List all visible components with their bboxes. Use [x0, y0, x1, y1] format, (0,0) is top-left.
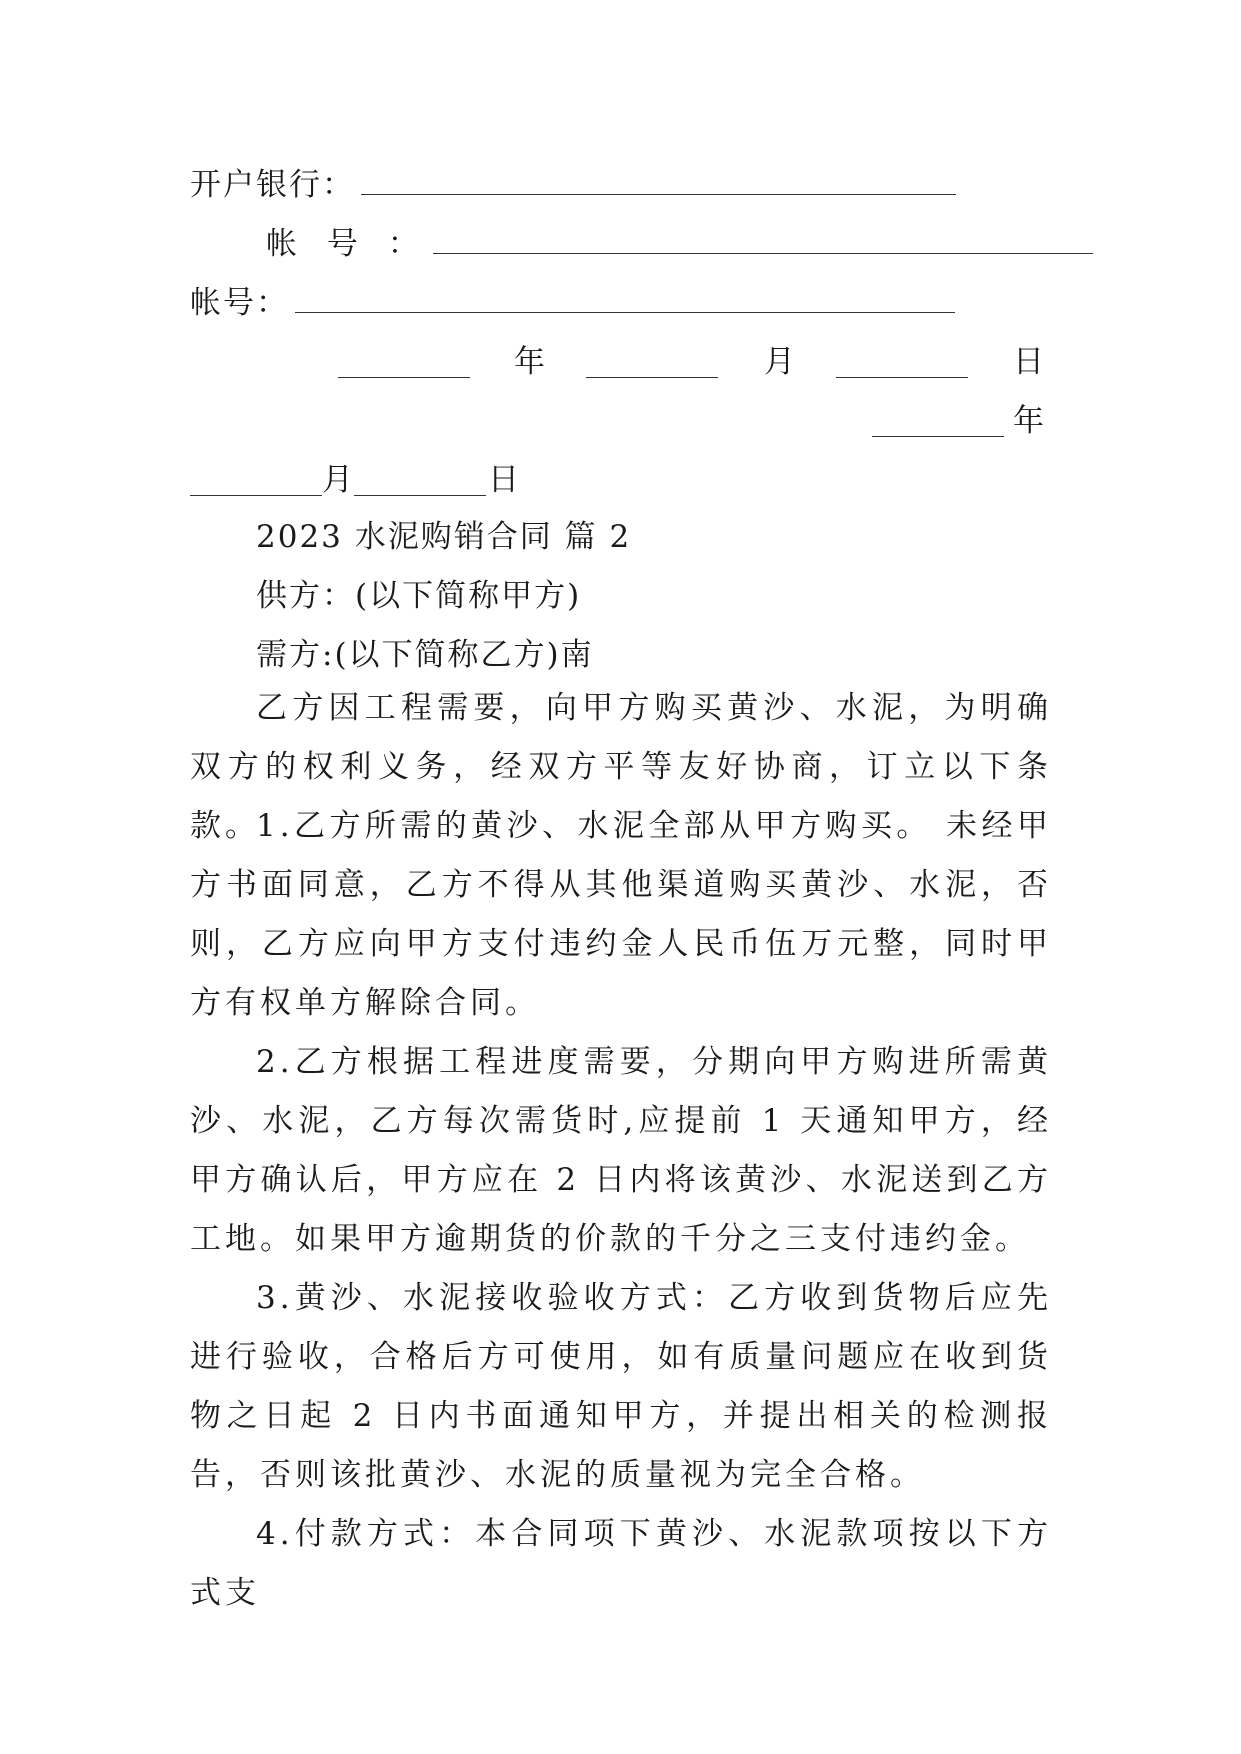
- buyer-line: 需方:(以下简称乙方)南: [256, 637, 594, 673]
- account-blank-spaced: [433, 229, 1093, 254]
- account-blank: [295, 288, 955, 313]
- opening-bank-blank: [361, 170, 956, 195]
- account-label: 帐号：: [190, 285, 289, 321]
- intro-paragraph: 乙方因工程需要，向甲方购买黄沙、水泥，为明确双方的权利义务，经双方平等友好协商，订立以下条款。: [190, 690, 1052, 844]
- clause-2-paragraph: 2.乙方根据工程进度需要，分期向甲方购进所需黄沙、水泥，乙方每次需货时,应提前 1 天通知甲方，经甲方确认后，甲方应在 2 日内将该黄沙、水泥送到乙方工地。如果甲方逾期货的价款的千分之三支付违约金。: [190, 1044, 1052, 1257]
- date-2-month-blank: [190, 471, 322, 496]
- date-2-month-label: 月: [322, 462, 353, 498]
- date-1-year-label: 年: [514, 344, 545, 380]
- account-row-spaced: [266, 224, 1093, 264]
- clause-3-paragraph: 3.黄沙、水泥接收验收方式：乙方收到货物后应先进行验收，合格后方可使用，如有质量问题应在收到货物之日起 2 日内书面通知甲方，并提出相关的检测报告，否则该批黄沙、水泥的质量视为完全合格。: [190, 1280, 1052, 1493]
- account-label-spaced: 帐 号 ：: [266, 226, 429, 262]
- date-2-year-blank: [872, 412, 1004, 437]
- clause-4-paragraph: 4.付款方式：本合同项下黄沙、水泥款项按以下方式支: [190, 1516, 1052, 1611]
- contract-heading: 2023 水泥购销合同 篇 2: [256, 519, 632, 555]
- supplier-line: 供方：(以下简称甲方): [256, 578, 582, 614]
- opening-bank-label: 开户银行：: [190, 167, 355, 203]
- date-2-day-blank: [354, 471, 486, 496]
- date-1-month-blank: [586, 353, 718, 378]
- date-1-month-label: 月: [764, 344, 795, 380]
- account-row: [190, 283, 955, 323]
- date-2-day-label: 日: [488, 462, 519, 498]
- date-2-year-label: 年: [1013, 403, 1044, 439]
- clause-1-paragraph: 1.乙方所需的黄沙、水泥全部从甲方购买。 未经甲方书面同意，乙方不得从其他渠道购买黄沙、水泥，否则，乙方应向甲方支付违约金人民币伍万元整，同时甲方有权单方解除合同。: [190, 808, 1052, 1021]
- date-1-year-blank: [338, 353, 470, 378]
- date-1-day-label: 日: [1013, 344, 1044, 380]
- date-1-day-blank: [836, 353, 968, 378]
- opening-bank-row: [190, 165, 956, 205]
